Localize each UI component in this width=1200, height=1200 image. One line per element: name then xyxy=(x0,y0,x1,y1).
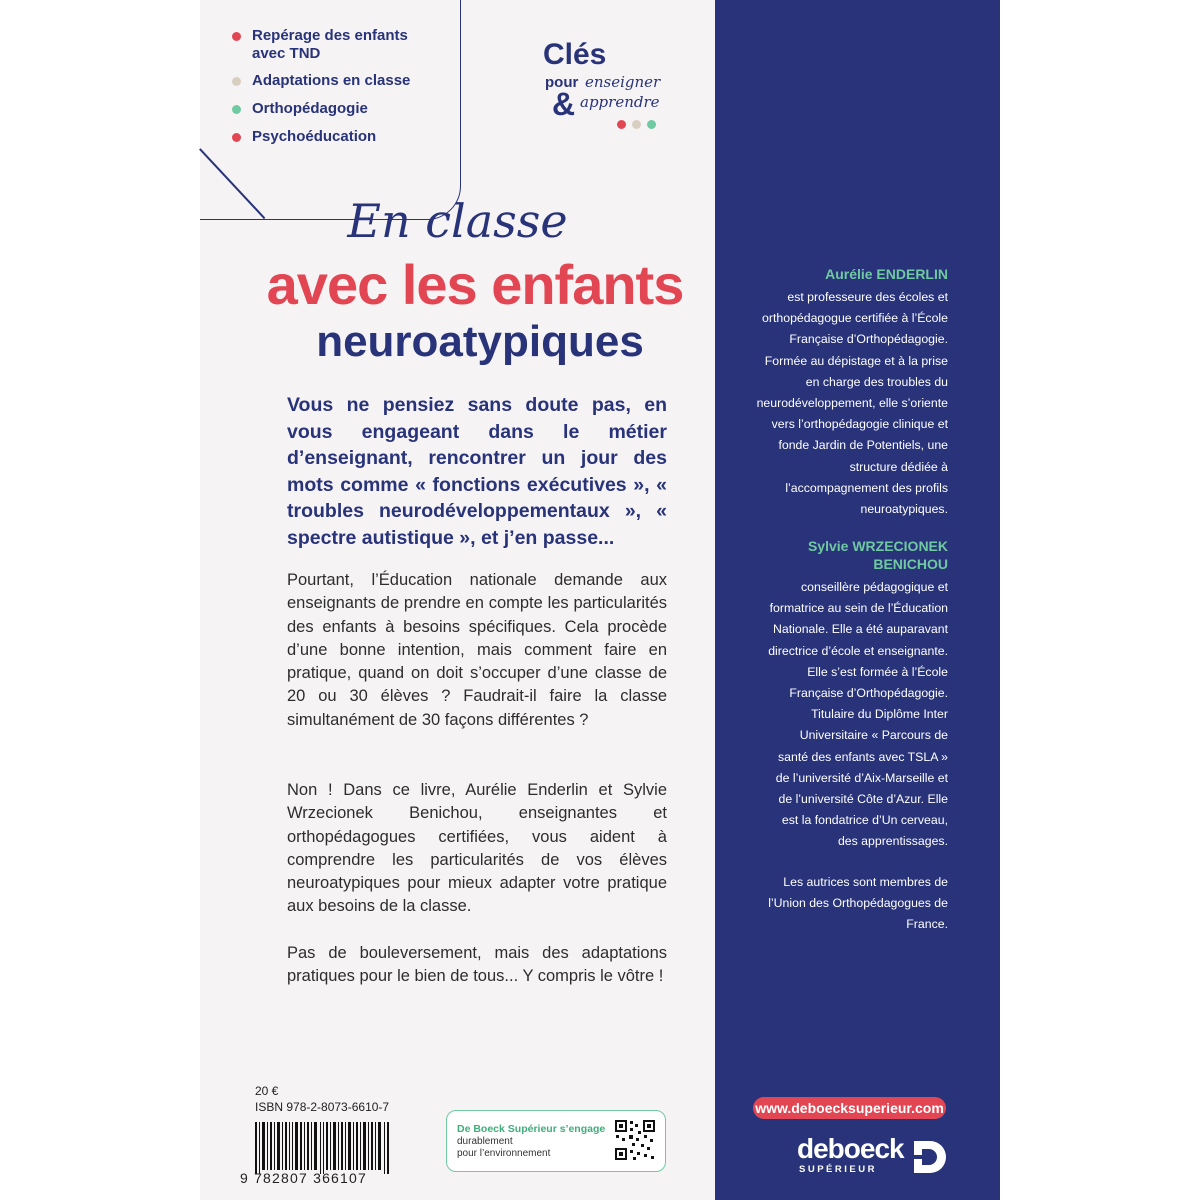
price: 20 € xyxy=(255,1084,279,1098)
bullet-dot-icon xyxy=(232,32,241,41)
lead-paragraph: Vous ne pensiez sans doute pas, en vous engageant dans le métier d’enseignant, rencontrer un jour des mots comme « fonctions exécutives », « troubles neurodéveloppementaux », « spectre autistique », et j’en passe... xyxy=(287,394,667,549)
collection-cles: Clés xyxy=(543,38,607,71)
publisher-name: deboeck xyxy=(797,1133,904,1164)
collection-logo xyxy=(540,38,680,138)
qr-code-icon[interactable] xyxy=(614,1119,656,1161)
topic-item xyxy=(232,72,432,90)
barcode-digits: 9 782807 366107 xyxy=(240,1170,367,1186)
body-paragraph: Non ! Dans ce livre, Aurélie Enderlin et Sylvie Wrzecionek Benichou, enseignantes et orthopédagogues certifiées, vous aident à comprendre les particularités de vos élèves neuroatypiques pour mieux adapter votre pratique aux besoins de la classe. xyxy=(287,781,667,916)
author-bio: est professeure des écoles et orthopédagogue certifiée à l’École Française d’Orthopédagogie. Formée au dépistage et à la prise en charge des troubles du neurodéveloppement, elle s’oriente vers l’orthopédagogie clinique et fonde Jardin de Potentiels, une structure dédiée à l’accompagnement des profils neuroatypiques. xyxy=(756,290,948,517)
body-paragraph: Pas de bouleversement, mais des adaptations pratiques pour le bien de tous... Y compris le vôtre ! xyxy=(287,944,667,986)
author-bio: conseillère pédagogique et formatrice au sein de l’Éducation Nationale. Elle a été auparavant directrice d’école et enseignante. Elle s’est formée à l’École Française d’Orthopédagogie. Titulaire du Diplôme Inter Universitaire « Parcours de santé des enfants avec TSLA » de l’université d’Aix-Marseille et de l’université Côte d’Azur. Elle est la fondatrice d’Un cerveau, des apprentissages. xyxy=(768,580,948,849)
isbn: ISBN 978-2-8073-6610-7 xyxy=(255,1100,390,1114)
dot-icon xyxy=(617,120,626,129)
topic-label: Psychoéducation xyxy=(252,128,377,145)
bullet-dot-icon xyxy=(232,77,241,86)
title-line-1: En classe xyxy=(347,194,568,248)
collection-enseigner: enseigner xyxy=(585,73,661,91)
collection-apprendre: apprendre xyxy=(580,93,660,111)
bullet-dot-icon xyxy=(232,105,241,114)
topic-label: Adaptations en classe xyxy=(252,72,411,89)
collection-ampersand: & xyxy=(552,86,576,122)
publisher-d-icon xyxy=(912,1139,948,1175)
title-line-2: avec les enfants xyxy=(266,253,684,316)
topic-item xyxy=(232,27,432,63)
body-paragraph: Pourtant, l’Éducation nationale demande aux enseignants de prendre en compte les particularités des enfants à besoins spécifiques. Cela procède d’une bonne intention, mais comment faire en pratique, quand on doit s’occuper d’une classe de 20 ou 30 élèves ? Faudrait-il faire la classe simultanément de 30 façons différentes ? xyxy=(287,571,667,729)
members-note: Les autrices sont membres de l’Union des Orthopédagogues de France. xyxy=(768,875,948,932)
eco-line: durablement xyxy=(457,1136,513,1147)
barcode-icon xyxy=(255,1122,393,1174)
author-name: Aurélie ENDERLIN xyxy=(825,266,948,282)
author-name: Sylvie WRZECIONEK BENICHOU xyxy=(807,538,948,572)
publisher-logo xyxy=(797,1133,952,1178)
bullet-dot-icon xyxy=(232,133,241,142)
website-link[interactable]: www.deboecksuperieur.com xyxy=(753,1097,946,1119)
dot-icon xyxy=(647,120,656,129)
topic-item xyxy=(232,128,432,146)
collection-dots xyxy=(617,120,656,129)
dot-icon xyxy=(632,120,641,129)
title-line-3: neuroatypiques xyxy=(316,317,644,366)
topic-label: Repérage des enfants avec TND xyxy=(252,27,408,62)
eco-line: pour l’environnement xyxy=(457,1148,551,1159)
collection-pour: pour xyxy=(545,74,579,91)
eco-title: De Boeck Supérieur s’engage xyxy=(457,1123,606,1135)
publisher-subtitle: SUPÉRIEUR xyxy=(799,1164,877,1175)
topic-list xyxy=(232,27,432,146)
topic-item xyxy=(232,100,432,118)
eco-badge xyxy=(446,1110,666,1172)
topic-label: Orthopédagogie xyxy=(252,100,368,117)
